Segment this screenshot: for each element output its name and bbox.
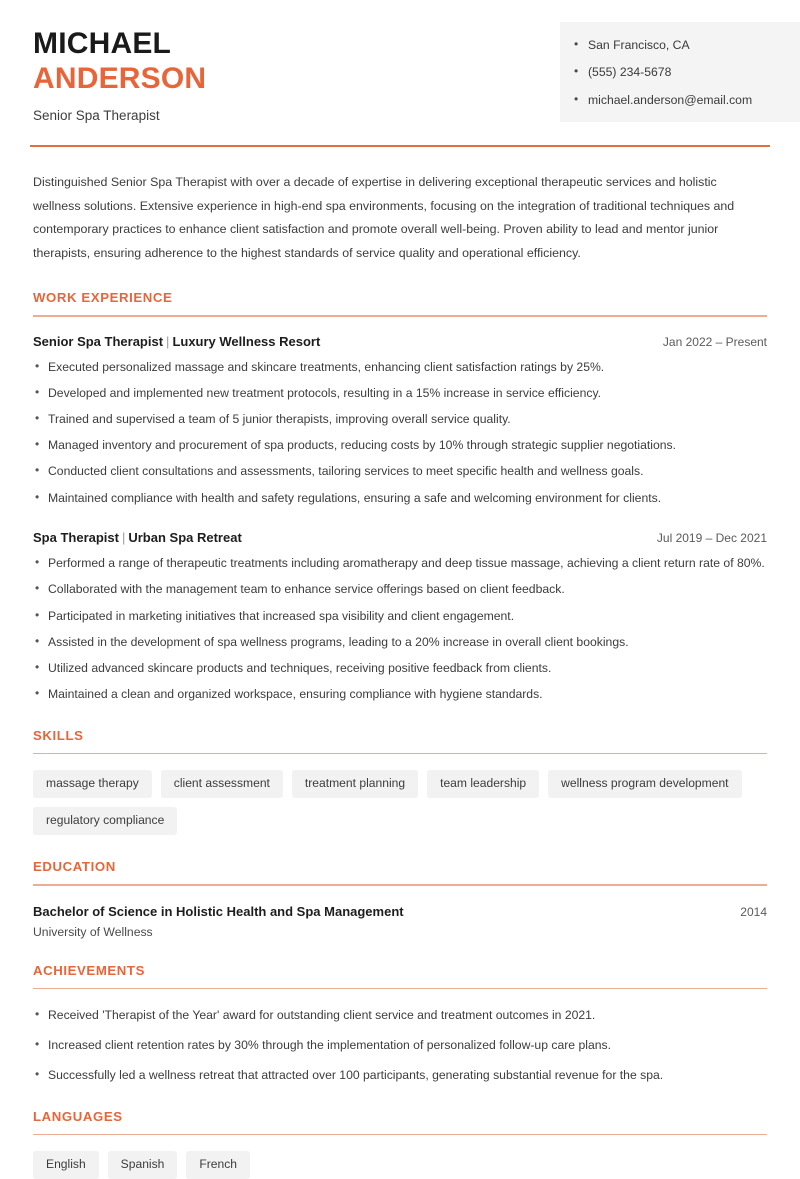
experience-header [33,334,767,349]
bullet-item: • Conducted client consultations and assessments, tailoring services to meet specific health and wellness goals. [33,463,767,481]
skills-tag-list [33,770,767,835]
section-achievements [33,963,767,1085]
skill-tag: wellness program development [548,770,741,798]
experience-entry [33,530,767,704]
contact-box [560,22,800,122]
resume-content [0,171,800,1179]
header-job-title: Senior Spa Therapist [33,107,160,123]
bullet-item: • Developed and implemented new treatment protocols, resulting in a 15% increase in service efficiency. [33,385,767,403]
achievements-list [33,1007,767,1084]
resume-header [0,0,800,123]
skill-tag: treatment planning [292,770,418,798]
skill-tag: client assessment [161,770,283,798]
experience-dates: Jan 2022 – Present [662,334,767,349]
bullet-item: • Maintained compliance with health and safety regulations, ensuring a safe and welcoming environment for clients. [33,490,767,508]
education-school: University of Wellness [33,924,153,939]
section-education [33,859,767,939]
contact-list [574,38,784,108]
experience-title-company [33,334,320,349]
skill-tag: regulatory compliance [33,807,177,835]
education-entry [33,904,767,939]
experience-bullets [33,555,767,704]
bullet-item: • Assisted in the development of spa wellness programs, leading to a 20% increase in overall client bookings. [33,634,767,652]
education-year: 2014 [740,904,767,919]
experience-dates: Jul 2019 – Dec 2021 [656,531,767,546]
contact-item-phone[interactable]: • (555) 234-5678 [574,65,784,80]
section-title-work-experience: WORK EXPERIENCE [33,290,173,306]
experience-header [33,530,767,545]
section-rule [33,988,767,990]
identity-block [0,22,206,123]
section-title-achievements: ACHIEVEMENTS [33,962,145,978]
education-header [33,904,767,919]
language-tag: English [33,1151,99,1179]
experience-role: Senior Spa Therapist [33,333,164,349]
bullet-item: • Trained and supervised a team of 5 junior therapists, improving overall service quality. [33,411,767,429]
language-tag: French [186,1151,250,1179]
bullet-item: • Collaborated with the management team to enhance service offerings based on client feedback. [33,581,767,599]
section-work-experience [33,290,767,704]
bullet-item: • Participated in marketing initiatives that increased spa visibility and client engagement. [33,608,767,626]
section-title-education: EDUCATION [33,859,116,875]
experience-company: Urban Spa Retreat [128,530,242,546]
bullet-item: • Managed inventory and procurement of spa products, reducing costs by 10% through strategic supplier negotiations. [33,437,767,455]
professional-summary: Distinguished Senior Spa Therapist with over a decade of expertise in delivering exceptional therapeutic services and holistic wellness solutions. Extensive experience in high-end spa environments, focusing on the integration of traditional techniques and contemporary practices to enhance client satisfaction and promote overall well-being. Proven ability to lead and mentor junior therapists, ensuring adherence to the highest standards of service quality and operational efficiency. [33,174,735,261]
bullet-item: • Successfully led a wellness retreat that attracted over 100 participants, generating substantial revenue for the spa. [33,1067,767,1085]
bullet-item: • Increased client retention rates by 30% through the implementation of personalized follow-up care plans. [33,1037,767,1055]
experience-bullets [33,359,767,508]
bullet-item: • Utilized advanced skincare products and techniques, receiving positive feedback from clients. [33,660,767,678]
section-rule [33,884,767,886]
experience-entry [33,334,767,508]
experience-role: Spa Therapist [33,530,119,546]
header-divider [30,145,770,147]
section-rule [33,1134,767,1136]
experience-company: Luxury Wellness Resort [172,333,321,349]
section-rule [33,753,767,755]
education-degree: Bachelor of Science in Holistic Health and Spa Management [33,903,404,919]
contact-item-location: • San Francisco, CA [574,38,784,53]
skill-tag: team leadership [427,770,539,798]
bullet-item: • Received 'Therapist of the Year' award for outstanding client service and treatment outcomes in 2021. [33,1007,767,1025]
language-tag: Spanish [108,1151,178,1179]
bullet-item: • Performed a range of therapeutic treatments including aromatherapy and deep tissue massage, achieving a client return rate of 80%. [33,555,767,573]
contact-item-email[interactable]: • michael.anderson@email.com [574,93,784,108]
last-name: ANDERSON [33,62,207,96]
title-separator: | [166,333,170,349]
section-languages [33,1109,767,1179]
experience-title-company [33,530,242,545]
title-separator: | [121,530,126,546]
first-name: MICHAEL [33,27,172,60]
skill-tag: massage therapy [33,770,152,798]
section-title-languages: LANGUAGES [33,1108,123,1124]
bullet-item: • Maintained a clean and organized workspace, ensuring compliance with hygiene standards. [33,686,767,704]
languages-tag-list [33,1151,767,1179]
section-rule [33,315,767,317]
section-title-skills: SKILLS [33,727,84,743]
bullet-item: • Executed personalized massage and skincare treatments, enhancing client satisfaction ratings by 25%. [33,359,767,377]
section-skills [33,728,767,835]
